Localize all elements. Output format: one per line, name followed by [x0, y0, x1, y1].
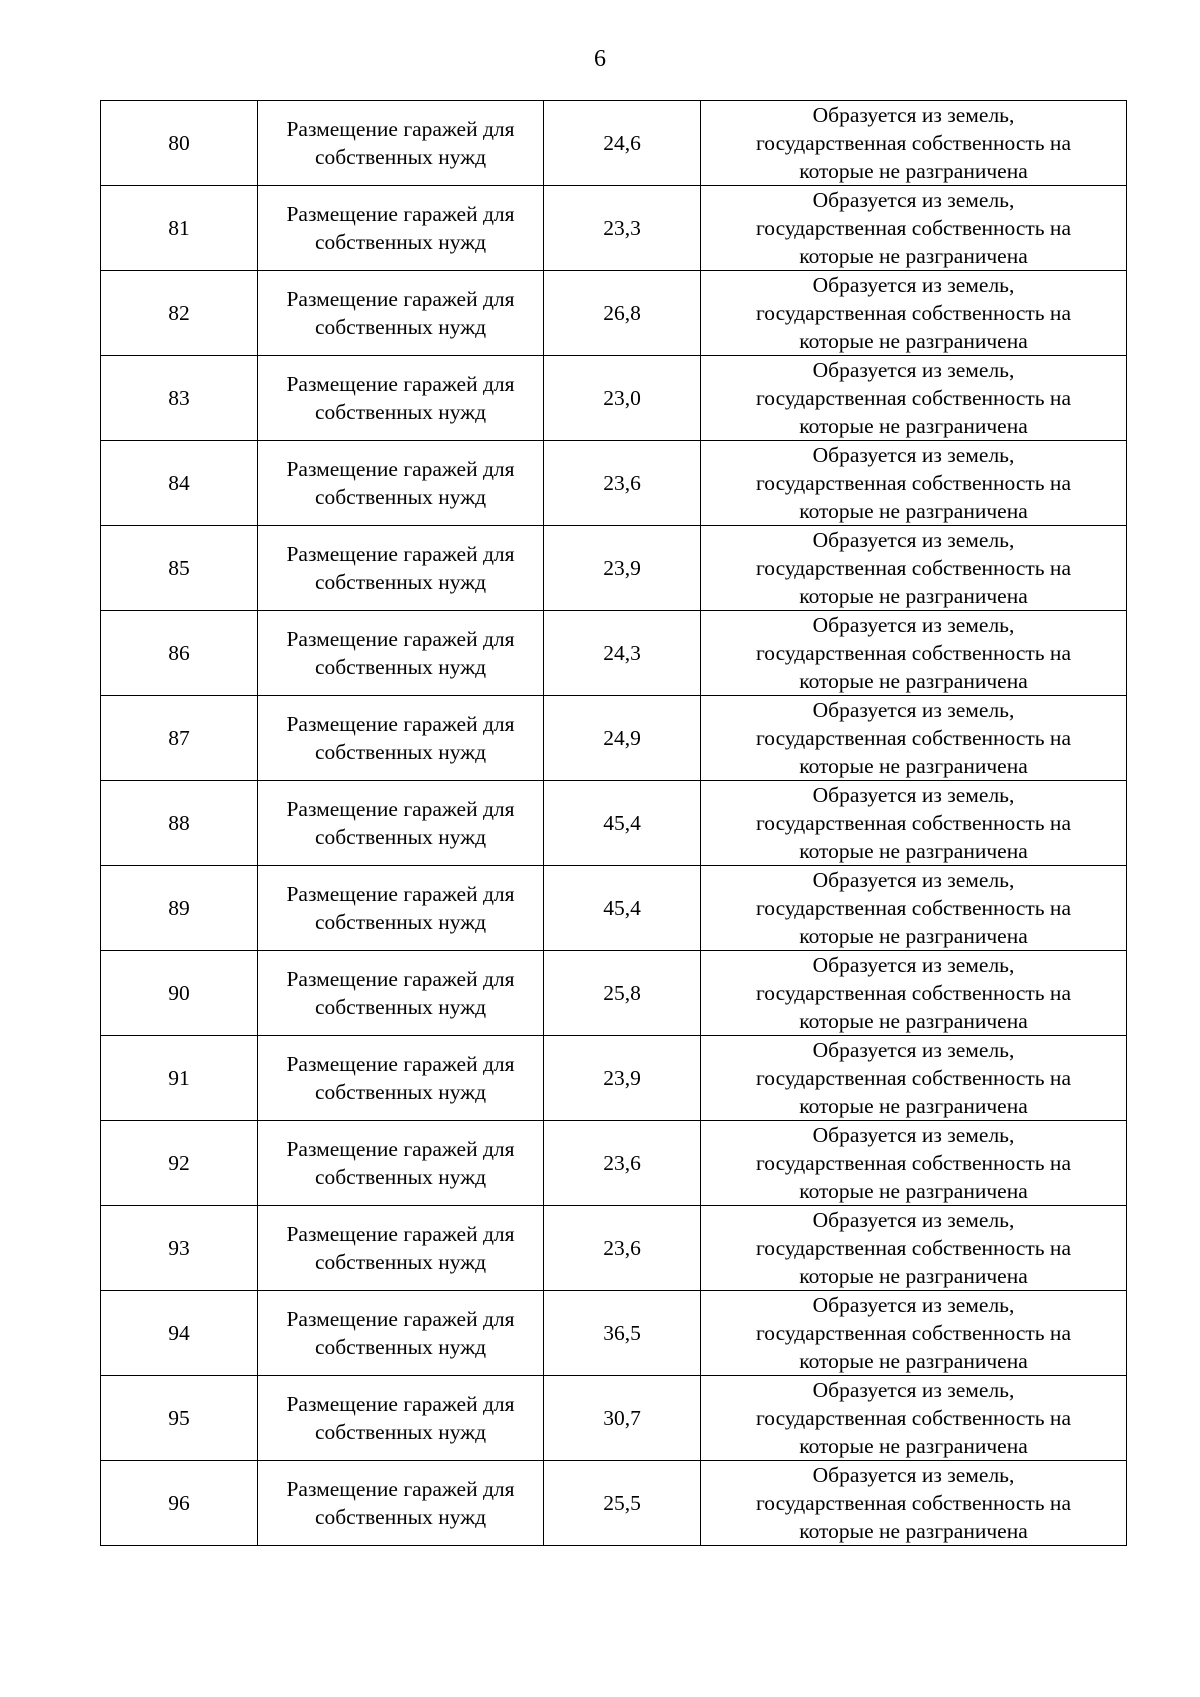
area-cell: 24,3 — [544, 611, 701, 696]
row-number-cell: 89 — [101, 866, 258, 951]
formation-source-cell: Образуется из земель, государственная собственность на которые не разграничена — [701, 1206, 1127, 1291]
table-row — [101, 441, 1127, 526]
permitted-use-cell: Размещение гаражей для собственных нужд — [258, 1206, 544, 1291]
formation-source-cell: Образуется из земель, государственная собственность на которые не разграничена — [701, 696, 1127, 781]
permitted-use-cell: Размещение гаражей для собственных нужд — [258, 781, 544, 866]
page-number: 6 — [594, 46, 606, 72]
area-cell: 45,4 — [544, 781, 701, 866]
formation-source-cell: Образуется из земель, государственная собственность на которые не разграничена — [701, 271, 1127, 356]
parcels-table-body — [101, 101, 1127, 1546]
table-row — [101, 696, 1127, 781]
permitted-use-cell: Размещение гаражей для собственных нужд — [258, 441, 544, 526]
formation-source-cell: Образуется из земель, государственная собственность на которые не разграничена — [701, 611, 1127, 696]
permitted-use-cell: Размещение гаражей для собственных нужд — [258, 526, 544, 611]
table-row — [101, 611, 1127, 696]
row-number-cell: 96 — [101, 1461, 258, 1546]
formation-source-cell: Образуется из земель, государственная собственность на которые не разграничена — [701, 1461, 1127, 1546]
table-row — [101, 951, 1127, 1036]
row-number-cell: 85 — [101, 526, 258, 611]
formation-source-cell: Образуется из земель, государственная собственность на которые не разграничена — [701, 866, 1127, 951]
table-row — [101, 781, 1127, 866]
area-cell: 24,6 — [544, 101, 701, 186]
permitted-use-cell: Размещение гаражей для собственных нужд — [258, 1376, 544, 1461]
formation-source-cell: Образуется из земель, государственная собственность на которые не разграничена — [701, 526, 1127, 611]
formation-source-cell: Образуется из земель, государственная собственность на которые не разграничена — [701, 1376, 1127, 1461]
formation-source-cell: Образуется из земель, государственная собственность на которые не разграничена — [701, 951, 1127, 1036]
permitted-use-cell: Размещение гаражей для собственных нужд — [258, 1291, 544, 1376]
area-cell: 25,8 — [544, 951, 701, 1036]
row-number-cell: 82 — [101, 271, 258, 356]
area-cell: 23,9 — [544, 526, 701, 611]
permitted-use-cell: Размещение гаражей для собственных нужд — [258, 101, 544, 186]
permitted-use-cell: Размещение гаражей для собственных нужд — [258, 696, 544, 781]
table-row — [101, 186, 1127, 271]
formation-source-cell: Образуется из земель, государственная собственность на которые не разграничена — [701, 101, 1127, 186]
area-cell: 23,6 — [544, 441, 701, 526]
table-row — [101, 356, 1127, 441]
permitted-use-cell: Размещение гаражей для собственных нужд — [258, 1121, 544, 1206]
table-row — [101, 1291, 1127, 1376]
permitted-use-cell: Размещение гаражей для собственных нужд — [258, 356, 544, 441]
formation-source-cell: Образуется из земель, государственная собственность на которые не разграничена — [701, 781, 1127, 866]
row-number-cell: 80 — [101, 101, 258, 186]
formation-source-cell: Образуется из земель, государственная собственность на которые не разграничена — [701, 1291, 1127, 1376]
formation-source-cell: Образуется из земель, государственная собственность на которые не разграничена — [701, 186, 1127, 271]
permitted-use-cell: Размещение гаражей для собственных нужд — [258, 866, 544, 951]
row-number-cell: 84 — [101, 441, 258, 526]
permitted-use-cell: Размещение гаражей для собственных нужд — [258, 1036, 544, 1121]
row-number-cell: 86 — [101, 611, 258, 696]
row-number-cell: 92 — [101, 1121, 258, 1206]
parcels-table — [100, 100, 1127, 1546]
area-cell: 23,3 — [544, 186, 701, 271]
row-number-cell: 91 — [101, 1036, 258, 1121]
row-number-cell: 87 — [101, 696, 258, 781]
area-cell: 25,5 — [544, 1461, 701, 1546]
row-number-cell: 94 — [101, 1291, 258, 1376]
permitted-use-cell: Размещение гаражей для собственных нужд — [258, 611, 544, 696]
row-number-cell: 95 — [101, 1376, 258, 1461]
area-cell: 23,6 — [544, 1206, 701, 1291]
table-row — [101, 866, 1127, 951]
formation-source-cell: Образуется из земель, государственная собственность на которые не разграничена — [701, 441, 1127, 526]
area-cell: 26,8 — [544, 271, 701, 356]
area-cell: 45,4 — [544, 866, 701, 951]
row-number-cell: 88 — [101, 781, 258, 866]
permitted-use-cell: Размещение гаражей для собственных нужд — [258, 951, 544, 1036]
area-cell: 30,7 — [544, 1376, 701, 1461]
table-row — [101, 1206, 1127, 1291]
row-number-cell: 93 — [101, 1206, 258, 1291]
table-row — [101, 1376, 1127, 1461]
area-cell: 23,9 — [544, 1036, 701, 1121]
table-row — [101, 1036, 1127, 1121]
formation-source-cell: Образуется из земель, государственная собственность на которые не разграничена — [701, 1036, 1127, 1121]
table-row — [101, 1461, 1127, 1546]
permitted-use-cell: Размещение гаражей для собственных нужд — [258, 271, 544, 356]
table-row — [101, 101, 1127, 186]
area-cell: 23,6 — [544, 1121, 701, 1206]
area-cell: 23,0 — [544, 356, 701, 441]
formation-source-cell: Образуется из земель, государственная собственность на которые не разграничена — [701, 1121, 1127, 1206]
area-cell: 36,5 — [544, 1291, 701, 1376]
permitted-use-cell: Размещение гаражей для собственных нужд — [258, 1461, 544, 1546]
row-number-cell: 81 — [101, 186, 258, 271]
table-row — [101, 271, 1127, 356]
table-row — [101, 526, 1127, 611]
formation-source-cell: Образуется из земель, государственная собственность на которые не разграничена — [701, 356, 1127, 441]
table-row — [101, 1121, 1127, 1206]
permitted-use-cell: Размещение гаражей для собственных нужд — [258, 186, 544, 271]
row-number-cell: 83 — [101, 356, 258, 441]
area-cell: 24,9 — [544, 696, 701, 781]
row-number-cell: 90 — [101, 951, 258, 1036]
